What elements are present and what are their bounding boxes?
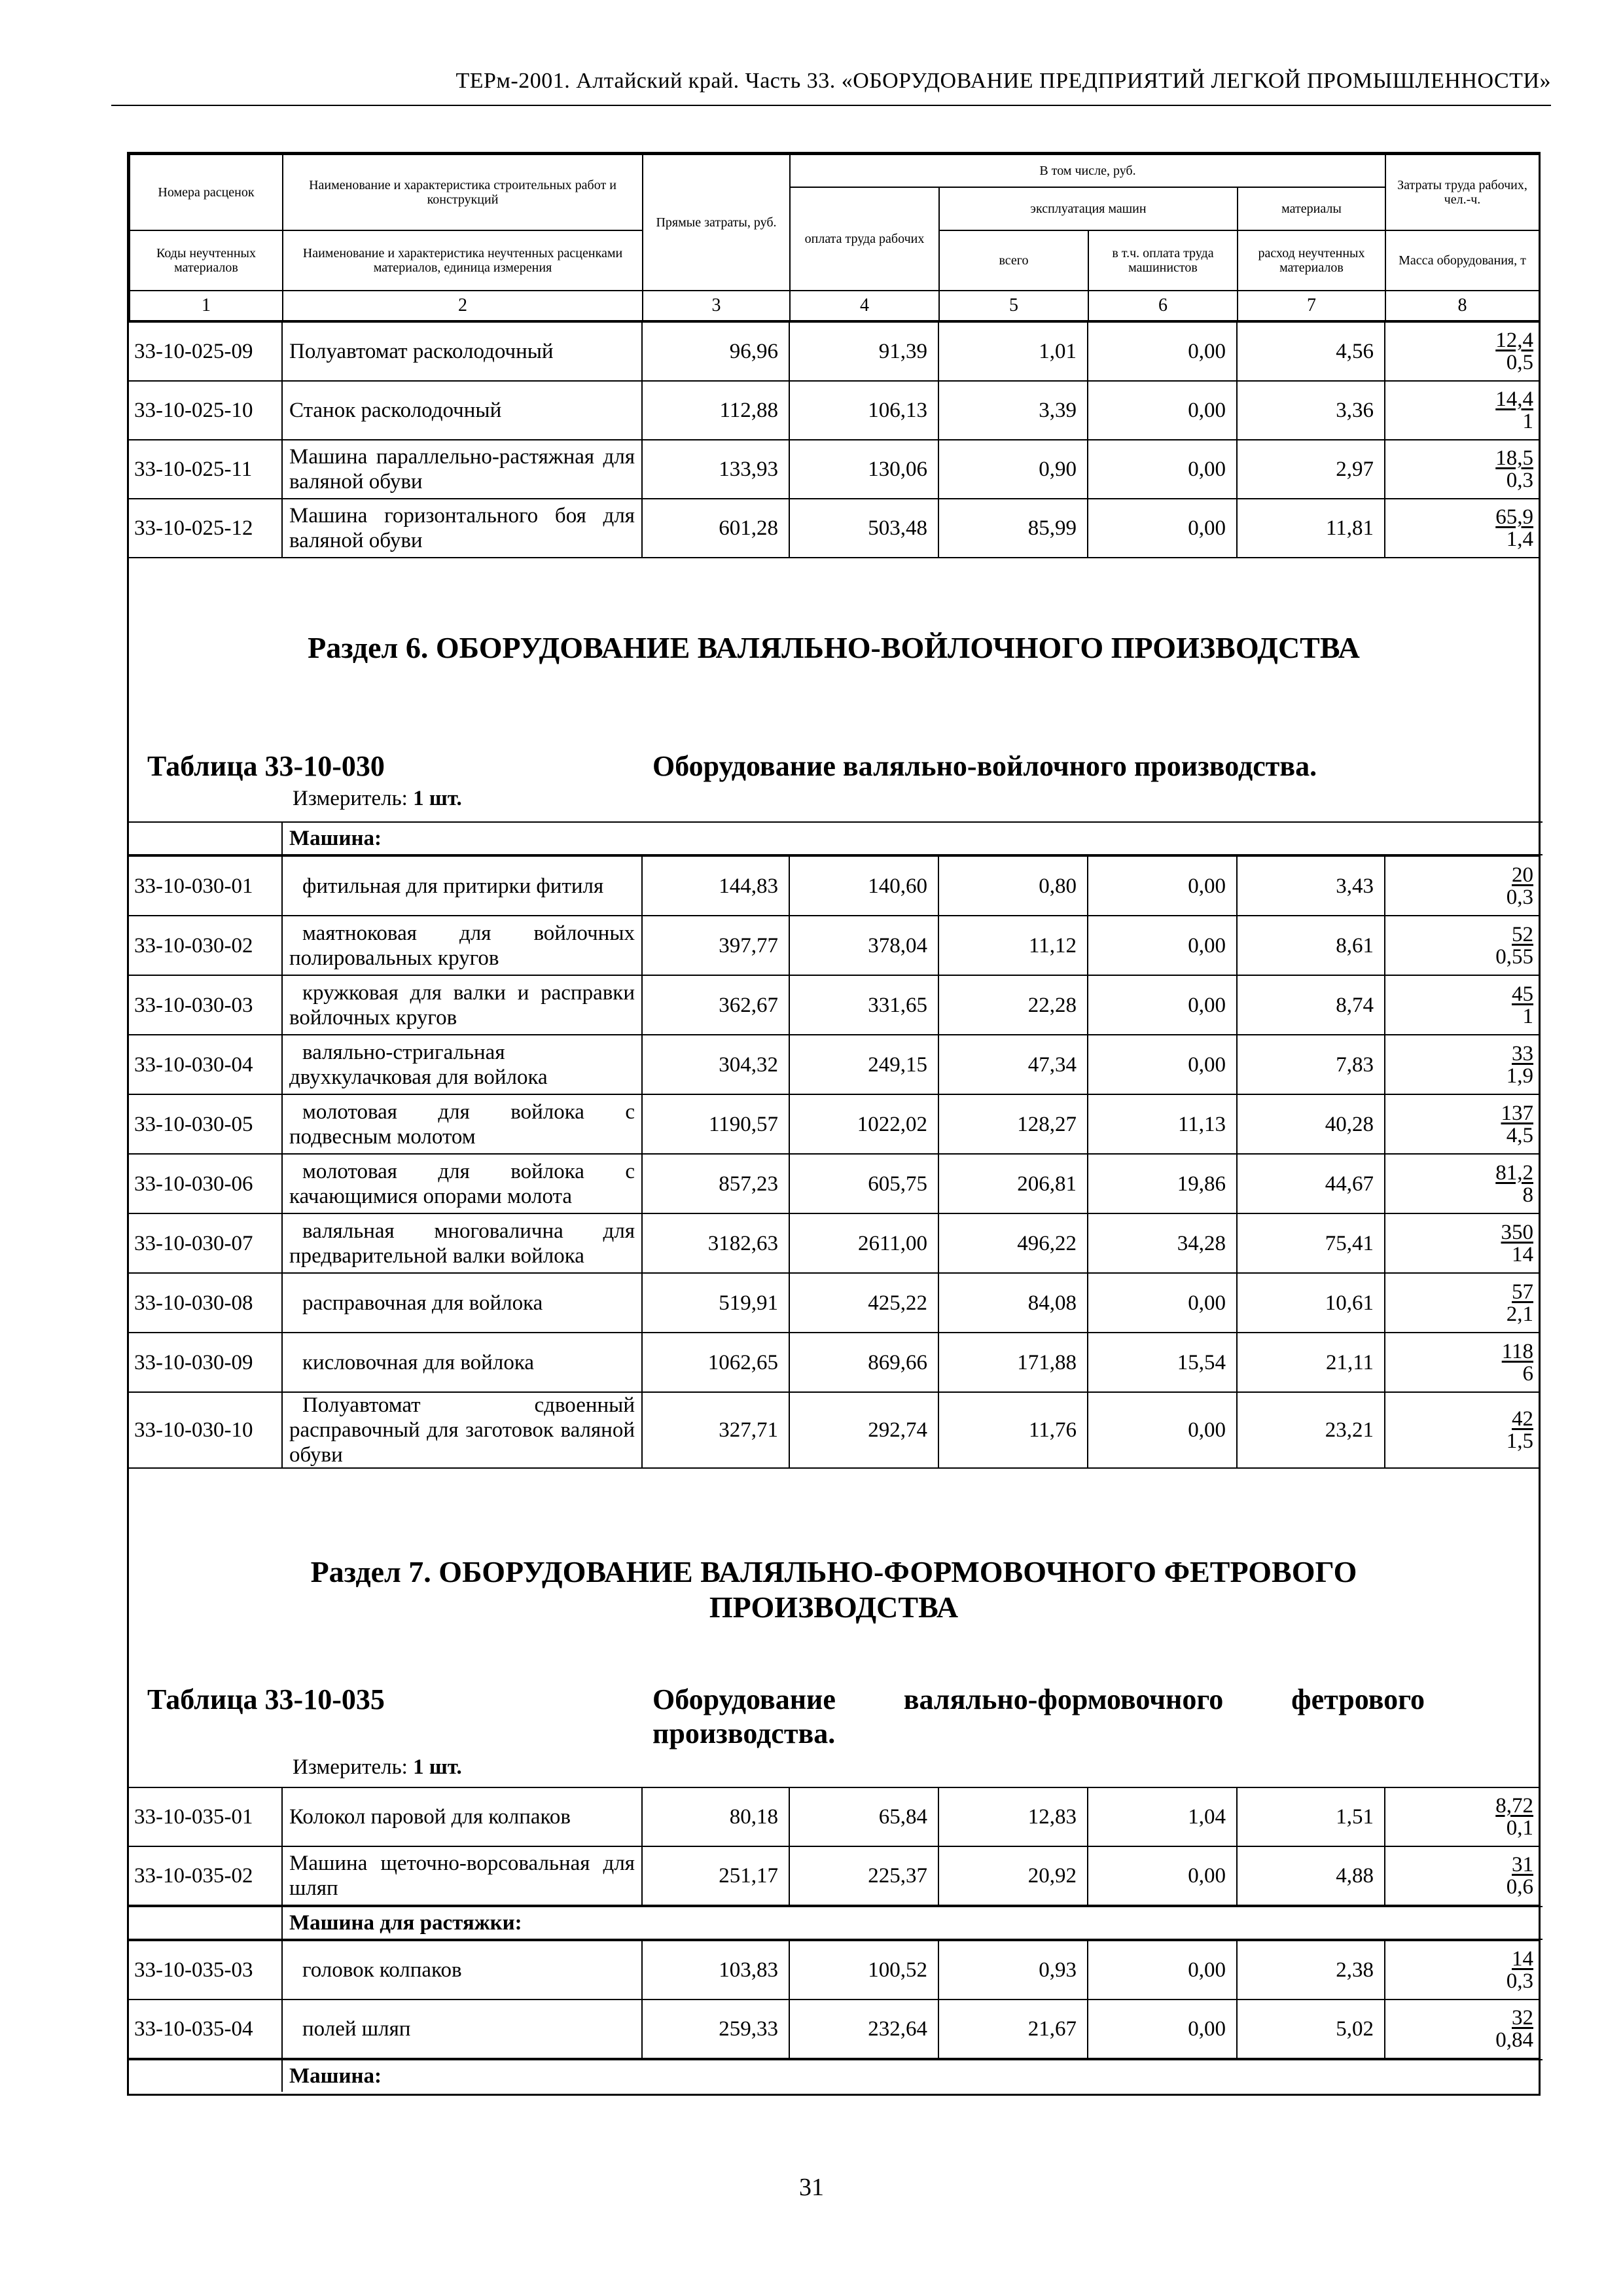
rate-code: 33-10-025-11 xyxy=(129,440,282,499)
operators-wages: 34,28 xyxy=(1088,1213,1237,1273)
equipment-mass: 1 xyxy=(1522,1004,1533,1028)
operators-wages: 0,00 xyxy=(1088,1941,1237,2000)
equipment-mass: 8 xyxy=(1522,1183,1533,1207)
equipment-mass: 0,3 xyxy=(1506,885,1533,909)
operators-wages: 19,86 xyxy=(1088,1154,1237,1213)
rate-name: Машина параллельно-растяжная для валяной обуви xyxy=(282,440,642,499)
rate-name: Станок расколодочный xyxy=(282,381,642,440)
table-35-subhead-machine xyxy=(129,2059,1543,2092)
direct-cost: 251,17 xyxy=(642,1846,789,1905)
table-30-id: Таблица 33-10-030 xyxy=(147,750,385,782)
operators-wages: 0,00 xyxy=(1088,856,1237,916)
operators-wages: 0,00 xyxy=(1088,1273,1237,1333)
col-materials: материалы xyxy=(1238,187,1385,230)
rate-code: 33-10-030-04 xyxy=(129,1035,282,1094)
rate-code: 33-10-035-01 xyxy=(129,1787,282,1846)
labor-hours: 65,9 xyxy=(1495,505,1533,529)
table-35-title-line-1 xyxy=(652,1683,1425,1717)
col-labor: Затраты труда рабочих, чел.-ч. xyxy=(1385,154,1539,230)
materials-cost: 8,61 xyxy=(1237,916,1385,975)
labor-hours: 18,5 xyxy=(1495,446,1533,470)
rows-top xyxy=(129,321,1539,558)
labor-hours: 20 xyxy=(1512,863,1533,887)
col-mass: Масса оборудования, т xyxy=(1385,230,1539,291)
direct-cost: 103,83 xyxy=(642,1941,789,2000)
section-7-title xyxy=(129,1554,1539,1625)
labor-hours: 33 xyxy=(1512,1041,1533,1066)
equipment-mass: 1 xyxy=(1522,410,1533,433)
table-30-subhead xyxy=(129,821,1543,855)
operators-wages: 11,13 xyxy=(1088,1094,1237,1154)
table-35-id: Таблица 33-10-035 xyxy=(147,1683,385,1715)
labor-mass-fraction xyxy=(1385,1392,1539,1468)
machines-total: 171,88 xyxy=(938,1333,1088,1392)
materials-cost: 3,36 xyxy=(1237,381,1385,440)
rate-name: валяльная многовалична для предварительной валки войлока xyxy=(282,1213,642,1273)
table-row xyxy=(129,1787,1539,1846)
labor-hours: 32 xyxy=(1512,2006,1533,2030)
table-row xyxy=(129,975,1539,1035)
machines-total: 22,28 xyxy=(938,975,1088,1035)
subhead-machine-end: Машина: xyxy=(282,2060,1543,2092)
table-30-meter xyxy=(293,787,462,811)
equipment-mass: 0,3 xyxy=(1506,1969,1533,1993)
materials-cost: 23,21 xyxy=(1237,1392,1385,1468)
direct-cost: 857,23 xyxy=(642,1154,789,1213)
materials-cost: 2,38 xyxy=(1237,1941,1385,2000)
materials-cost: 10,61 xyxy=(1237,1273,1385,1333)
rate-name: Машина горизонтального боя для валяной обуви xyxy=(282,499,642,558)
document-frame xyxy=(127,152,1541,2096)
wages-cost: 140,60 xyxy=(789,856,938,916)
equipment-mass: 1,5 xyxy=(1506,1429,1533,1453)
rate-code: 33-10-025-12 xyxy=(129,499,282,558)
col-number: 8 xyxy=(1385,291,1539,321)
rate-code: 33-10-030-10 xyxy=(129,1392,282,1468)
labor-hours: 57 xyxy=(1512,1280,1533,1304)
materials-cost: 5,02 xyxy=(1237,2000,1385,2058)
direct-cost: 1190,57 xyxy=(642,1094,789,1154)
table-35-meter xyxy=(293,1755,462,1780)
table-row xyxy=(129,916,1539,975)
table-row xyxy=(129,2000,1539,2058)
col-wages: оплата труда рабочих xyxy=(790,187,939,291)
machines-total: 20,92 xyxy=(938,1846,1088,1905)
col-incl: В том числе, руб. xyxy=(790,154,1385,187)
col-operators: в т.ч. оплата труда машинистов xyxy=(1088,230,1238,291)
rate-code: 33-10-025-09 xyxy=(129,322,282,381)
labor-mass-fraction xyxy=(1385,440,1539,499)
rate-name: расправочная для войлока xyxy=(282,1273,642,1333)
materials-cost: 2,97 xyxy=(1237,440,1385,499)
labor-mass-fraction xyxy=(1385,1035,1539,1094)
equipment-mass: 0,5 xyxy=(1506,351,1533,374)
table-row xyxy=(129,1154,1539,1213)
rate-name: головок колпаков xyxy=(282,1941,642,2000)
labor-hours: 42 xyxy=(1512,1407,1533,1431)
meter-label: Измеритель: xyxy=(293,787,408,810)
wages-cost: 249,15 xyxy=(789,1035,938,1094)
machines-total: 3,39 xyxy=(938,381,1088,440)
rate-name: кружковая для валки и расправки войлочных кругов xyxy=(282,975,642,1035)
col-materials-unacc: расход неучтенных материалов xyxy=(1238,230,1385,291)
labor-mass-fraction xyxy=(1385,856,1539,916)
table-row xyxy=(129,1392,1539,1468)
rows-35b xyxy=(129,1940,1539,2059)
equipment-mass: 2,1 xyxy=(1506,1302,1533,1326)
rate-code: 33-10-030-08 xyxy=(129,1273,282,1333)
materials-cost: 4,88 xyxy=(1237,1846,1385,1905)
machines-total: 0,93 xyxy=(938,1941,1088,2000)
meter-value: 1 шт. xyxy=(413,787,462,810)
labor-mass-fraction xyxy=(1385,1094,1539,1154)
equipment-mass: 0,1 xyxy=(1506,1816,1533,1840)
col-machines: эксплуатация машин xyxy=(939,187,1238,230)
equipment-mass: 0,84 xyxy=(1495,2028,1533,2052)
machines-total: 47,34 xyxy=(938,1035,1088,1094)
direct-cost: 133,93 xyxy=(642,440,789,499)
labor-mass-fraction xyxy=(1385,1273,1539,1333)
rate-code: 33-10-030-01 xyxy=(129,856,282,916)
wages-cost: 378,04 xyxy=(789,916,938,975)
col-number: 2 xyxy=(283,291,643,321)
meter-value: 1 шт. xyxy=(413,1755,462,1779)
materials-cost: 40,28 xyxy=(1237,1094,1385,1154)
operators-wages: 0,00 xyxy=(1088,916,1237,975)
wages-cost: 225,37 xyxy=(789,1846,938,1905)
labor-mass-fraction xyxy=(1385,1154,1539,1213)
operators-wages: 0,00 xyxy=(1088,322,1237,381)
equipment-mass: 0,6 xyxy=(1506,1875,1533,1899)
materials-cost: 11,81 xyxy=(1237,499,1385,558)
table-row xyxy=(129,1213,1539,1273)
table-row xyxy=(129,440,1539,499)
col-number: 4 xyxy=(790,291,939,321)
wages-cost: 503,48 xyxy=(789,499,938,558)
direct-cost: 144,83 xyxy=(642,856,789,916)
labor-hours: 14 xyxy=(1512,1947,1533,1971)
col-name-top: Наименование и характеристика строительных работ и конструкций xyxy=(283,154,643,230)
table-row xyxy=(129,1333,1539,1392)
materials-cost: 3,43 xyxy=(1237,856,1385,916)
materials-cost: 1,51 xyxy=(1237,1787,1385,1846)
col-number: 7 xyxy=(1238,291,1385,321)
labor-mass-fraction xyxy=(1385,975,1539,1035)
rate-code: 33-10-025-10 xyxy=(129,381,282,440)
section-7-line-2: ПРОИЗВОДСТВА xyxy=(709,1590,959,1624)
section-7-line-1: Раздел 7. ОБОРУДОВАНИЕ ВАЛЯЛЬНО-ФОРМОВОЧНОГО ФЕТРОВОГО xyxy=(310,1555,1357,1588)
wages-cost: 232,64 xyxy=(789,2000,938,2058)
machines-total: 0,80 xyxy=(938,856,1088,916)
machines-total: 0,90 xyxy=(938,440,1088,499)
direct-cost: 601,28 xyxy=(642,499,789,558)
rate-code: 33-10-030-07 xyxy=(129,1213,282,1273)
wages-cost: 425,22 xyxy=(789,1273,938,1333)
wages-cost: 65,84 xyxy=(789,1787,938,1846)
wages-cost: 100,52 xyxy=(789,1941,938,2000)
wages-cost: 130,06 xyxy=(789,440,938,499)
machines-total: 496,22 xyxy=(938,1213,1088,1273)
labor-mass-fraction xyxy=(1385,916,1539,975)
operators-wages: 0,00 xyxy=(1088,2000,1237,2058)
operators-wages: 0,00 xyxy=(1088,381,1237,440)
direct-cost: 96,96 xyxy=(642,322,789,381)
rate-code: 33-10-030-09 xyxy=(129,1333,282,1392)
rate-name: валяльно-стригальная двухкулачковая для войлока xyxy=(282,1035,642,1094)
rate-code: 33-10-030-06 xyxy=(129,1154,282,1213)
rate-code: 33-10-030-02 xyxy=(129,916,282,975)
page-number: 31 xyxy=(799,2174,824,2201)
rate-code: 33-10-030-05 xyxy=(129,1094,282,1154)
labor-hours: 350 xyxy=(1501,1220,1533,1244)
equipment-mass: 0,55 xyxy=(1495,944,1533,969)
title-word: фетрового xyxy=(1291,1683,1425,1715)
title-word: валяльно-формовочного xyxy=(903,1683,1224,1715)
rate-name: маятноковая для войлочных полировальных кругов xyxy=(282,916,642,975)
table-row xyxy=(129,322,1539,381)
col-direct: Прямые затраты, руб. xyxy=(643,154,790,291)
operators-wages: 0,00 xyxy=(1088,975,1237,1035)
col-number: 1 xyxy=(130,291,283,321)
direct-cost: 259,33 xyxy=(642,2000,789,2058)
section-6-title: Раздел 6. ОБОРУДОВАНИЕ ВАЛЯЛЬНО-ВОЙЛОЧНОГО ПРОИЗВОДСТВА xyxy=(308,631,1360,664)
table-row xyxy=(129,381,1539,440)
machines-total: 84,08 xyxy=(938,1273,1088,1333)
machines-total: 11,12 xyxy=(938,916,1088,975)
header-rule xyxy=(111,105,1551,106)
rate-code: 33-10-035-02 xyxy=(129,1846,282,1905)
direct-cost: 397,77 xyxy=(642,916,789,975)
col-number: 5 xyxy=(939,291,1088,321)
table-35-subhead-stretch xyxy=(129,1906,1543,1940)
equipment-mass: 4,5 xyxy=(1506,1123,1533,1147)
rate-code: 33-10-035-03 xyxy=(129,1941,282,2000)
direct-cost: 362,67 xyxy=(642,975,789,1035)
col-total: всего xyxy=(939,230,1088,291)
equipment-mass: 1,4 xyxy=(1506,528,1533,551)
labor-hours: 45 xyxy=(1512,982,1533,1006)
machines-total: 21,67 xyxy=(938,2000,1088,2058)
equipment-mass: 0,3 xyxy=(1506,469,1533,492)
wages-cost: 292,74 xyxy=(789,1392,938,1468)
rate-name: молотовая для войлока с качающимися опорами молота xyxy=(282,1154,642,1213)
rate-name: молотовая для войлока с подвесным молотом xyxy=(282,1094,642,1154)
table-row xyxy=(129,1094,1539,1154)
column-header xyxy=(129,154,1540,321)
col-code-bottom: Коды неучтенных материалов xyxy=(130,230,283,291)
wages-cost: 1022,02 xyxy=(789,1094,938,1154)
wages-cost: 605,75 xyxy=(789,1154,938,1213)
col-code-top: Номера расценок xyxy=(130,154,283,230)
equipment-mass: 14 xyxy=(1512,1242,1533,1266)
rate-code: 33-10-030-03 xyxy=(129,975,282,1035)
labor-mass-fraction xyxy=(1385,499,1539,558)
rows-35a xyxy=(129,1787,1539,1906)
operators-wages: 0,00 xyxy=(1088,1846,1237,1905)
direct-cost: 80,18 xyxy=(642,1787,789,1846)
materials-cost: 7,83 xyxy=(1237,1035,1385,1094)
materials-cost: 75,41 xyxy=(1237,1213,1385,1273)
machines-total: 85,99 xyxy=(938,499,1088,558)
direct-cost: 519,91 xyxy=(642,1273,789,1333)
materials-cost: 4,56 xyxy=(1237,322,1385,381)
table-row xyxy=(129,1941,1539,2000)
meter-label: Измеритель: xyxy=(293,1755,408,1779)
operators-wages: 0,00 xyxy=(1088,499,1237,558)
labor-mass-fraction xyxy=(1385,1787,1539,1846)
machines-total: 11,76 xyxy=(938,1392,1088,1468)
operators-wages: 1,04 xyxy=(1088,1787,1237,1846)
direct-cost: 304,32 xyxy=(642,1035,789,1094)
equipment-mass: 6 xyxy=(1522,1361,1533,1386)
machines-total: 128,27 xyxy=(938,1094,1088,1154)
operators-wages: 0,00 xyxy=(1088,1392,1237,1468)
wages-cost: 2611,00 xyxy=(789,1213,938,1273)
table-row xyxy=(129,1273,1539,1333)
materials-cost: 44,67 xyxy=(1237,1154,1385,1213)
col-name-bottom: Наименование и характеристика неучтенных расценками материалов, единица измерения xyxy=(283,230,643,291)
machines-total: 206,81 xyxy=(938,1154,1088,1213)
labor-hours: 31 xyxy=(1512,1853,1533,1876)
labor-mass-fraction xyxy=(1385,2000,1539,2058)
labor-mass-fraction xyxy=(1385,1941,1539,2000)
direct-cost: 327,71 xyxy=(642,1392,789,1468)
running-header: ТЕРм-2001. Алтайский край. Часть 33. «ОБОРУДОВАНИЕ ПРЕДПРИЯТИЙ ЛЕГКОЙ ПРОМЫШЛЕННОСТИ» xyxy=(455,69,1551,93)
wages-cost: 869,66 xyxy=(789,1333,938,1392)
rate-name: Полуавтомат расколодочный xyxy=(282,322,642,381)
col-number: 6 xyxy=(1088,291,1238,321)
equipment-mass: 1,9 xyxy=(1506,1064,1533,1088)
labor-mass-fraction xyxy=(1385,381,1539,440)
table-row xyxy=(129,1846,1539,1905)
machines-total: 1,01 xyxy=(938,322,1088,381)
table-30-title: Оборудование валяльно-войлочного производства. xyxy=(652,750,1317,782)
labor-hours: 12,4 xyxy=(1495,329,1533,352)
table-row xyxy=(129,1035,1539,1094)
materials-cost: 21,11 xyxy=(1237,1333,1385,1392)
operators-wages: 0,00 xyxy=(1088,440,1237,499)
table-row xyxy=(129,856,1539,916)
table-35-title-line-2: производства. xyxy=(652,1717,836,1749)
rate-name: Колокол паровой для колпаков xyxy=(282,1787,642,1846)
direct-cost: 1062,65 xyxy=(642,1333,789,1392)
rate-name: кисловочная для войлока xyxy=(282,1333,642,1392)
rows-30 xyxy=(129,855,1539,1469)
rate-name: Полуавтомат сдвоенный расправочный для заготовок валяной обуви xyxy=(282,1392,642,1468)
subhead-machine: Машина: xyxy=(282,822,1543,855)
labor-hours: 8,72 xyxy=(1495,1794,1533,1818)
table-35-title xyxy=(652,1683,1425,1751)
rate-name: Машина щеточно-ворсовальная для шляп xyxy=(282,1846,642,1905)
machines-total: 12,83 xyxy=(938,1787,1088,1846)
rate-name: фитильная для притирки фитиля xyxy=(282,856,642,916)
direct-cost: 3182,63 xyxy=(642,1213,789,1273)
labor-hours: 118 xyxy=(1501,1339,1533,1363)
labor-mass-fraction xyxy=(1385,1213,1539,1273)
labor-hours: 52 xyxy=(1512,922,1533,946)
labor-mass-fraction xyxy=(1385,1846,1539,1905)
labor-hours: 14,4 xyxy=(1495,387,1533,411)
labor-mass-fraction xyxy=(1385,322,1539,381)
wages-cost: 106,13 xyxy=(789,381,938,440)
direct-cost: 112,88 xyxy=(642,381,789,440)
labor-hours: 137 xyxy=(1501,1101,1533,1125)
labor-hours: 81,2 xyxy=(1495,1160,1533,1185)
col-number: 3 xyxy=(643,291,790,321)
table-row xyxy=(129,499,1539,558)
wages-cost: 331,65 xyxy=(789,975,938,1035)
labor-mass-fraction xyxy=(1385,1333,1539,1392)
rate-code: 33-10-035-04 xyxy=(129,2000,282,2058)
subhead-stretch: Машина для растяжки: xyxy=(282,1907,1543,1939)
operators-wages: 0,00 xyxy=(1088,1035,1237,1094)
wages-cost: 91,39 xyxy=(789,322,938,381)
materials-cost: 8,74 xyxy=(1237,975,1385,1035)
operators-wages: 15,54 xyxy=(1088,1333,1237,1392)
title-word: Оборудование xyxy=(652,1683,836,1715)
rate-name: полей шляп xyxy=(282,2000,642,2058)
